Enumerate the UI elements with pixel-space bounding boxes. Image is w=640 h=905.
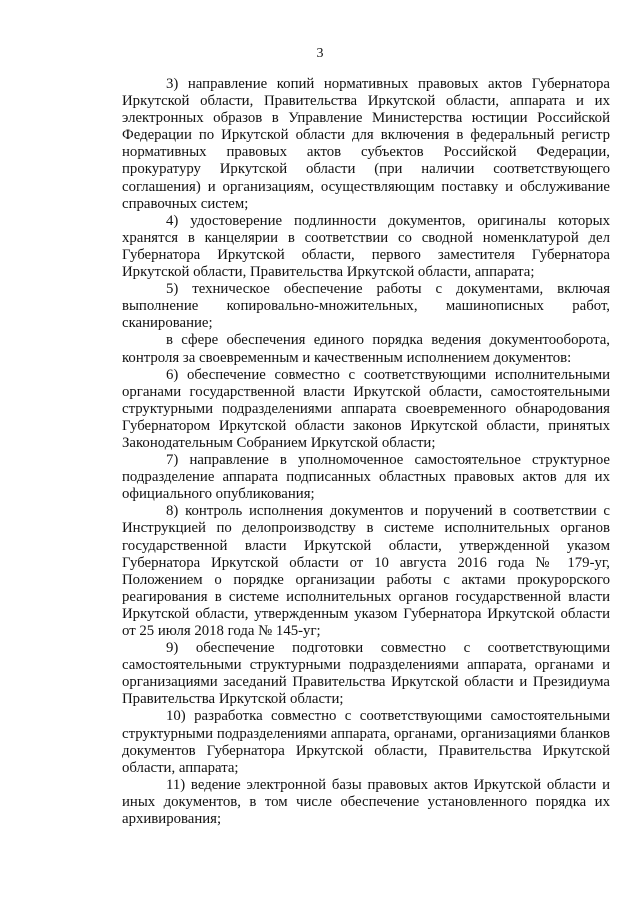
paragraph-item-6: 6) обеспечение совместно с соответствующими исполнительными органами государственной власти Иркутской области, самостоятельными структурными подразделениями аппарата своевременного обнародования Губернатором Иркутской области законов Иркутской области, принятых Законодательным Собранием Иркутской области; xyxy=(122,366,610,451)
paragraph-item-4: 4) удостоверение подлинности документов, оригиналы которых хранятся в канцелярии в соответствии со сводной номенклатурой дел Губернатора Иркутской области, первого заместителя Губернатора Иркутской области, Правительства Иркутской области, аппарата; xyxy=(122,212,610,281)
paragraph-item-10: 10) разработка совместно с соответствующими самостоятельными структурными подразделениями аппарата, органами, организациями бланков документов Губернатора Иркутской области, Правительства Иркутской области, аппарата; xyxy=(122,708,610,776)
paragraph-item-3: 3) направление копий нормативных правовых актов Губернатора Иркутской области, Правительства Иркутской области, аппарата и их электронных образов в Управление Министерства юстиции Российской Федерации по Иркутской области для включения в федеральный регистр нормативных правовых актов субъектов Российской Федерации, прокуратуру Иркутской области (при наличии соответствующего соглашения) и организациям, осуществляющим поставку и обслуживание справочных систем; xyxy=(122,76,610,212)
paragraph-item-8: 8) контроль исполнения документов и поручений в соответствии с Инструкцией по делопроизводству в системе исполнительных органов государственной власти Иркутской области, утвержденной указом Губернатора Иркутской области от 10 августа 2016 года № 179-уг, Положением о порядке организации работы с актами прокурорского реагирования в системе исполнительных органов государственной власти Иркутской области, утвержденным указом Губернатора Иркутской области от 25 июля 2018 года № 145-уг; xyxy=(122,503,610,639)
paragraph-item-7: 7) направление в уполномоченное самостоятельное структурное подразделение аппарата подписанных областных правовых актов для их официального опубликования; xyxy=(122,452,610,503)
paragraph-item-9: 9) обеспечение подготовки совместно с соответствующими самостоятельными структурными подразделениями аппарата, органами и организациями заседаний Правительства Иркутской области и Президиума Правительства Иркутской области; xyxy=(122,640,610,708)
page-number: 3 xyxy=(316,46,324,61)
paragraph-item-11: 11) ведение электронной базы правовых актов Иркутской области и иных документов, в том числе обеспечение установленного порядка их архивирования; xyxy=(122,776,610,828)
paragraph-section-heading: в сфере обеспечения единого порядка ведения документооборота, контроля за своевременным и качественным исполнением документов: xyxy=(122,332,610,366)
paragraph-item-5: 5) техническое обеспечение работы с документами, включая выполнение копировально-множительных, машинописных работ, сканирование; xyxy=(122,281,610,332)
document-body xyxy=(122,76,610,828)
